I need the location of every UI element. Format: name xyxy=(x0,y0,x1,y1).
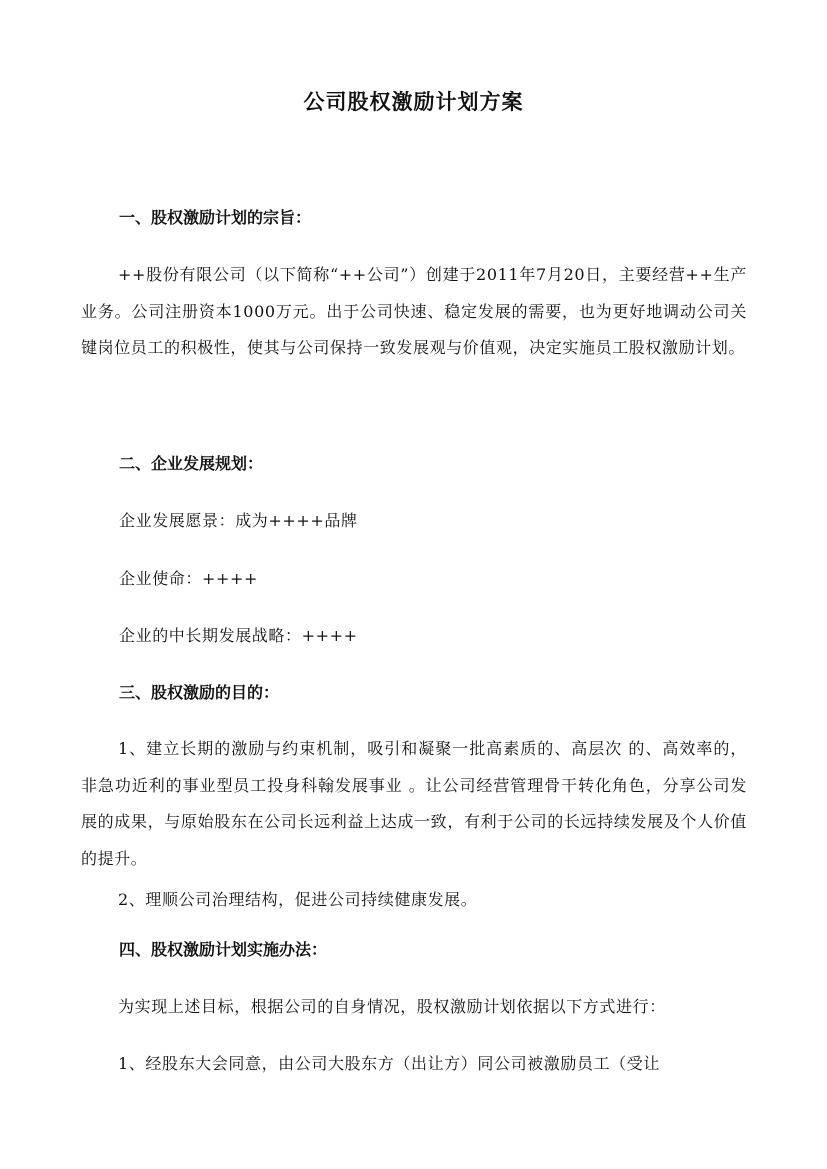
paragraph-implementation-intro: 为实现上述目标，根据公司的自身情况，股权激励计划依据以下方式进行： xyxy=(118,997,666,1016)
section-heading-development-plan: 二、企业发展规划： xyxy=(119,454,264,473)
line-vision: 企业发展愿景：成为++++品牌 xyxy=(119,511,358,530)
line-mission: 企业使命：++++ xyxy=(119,569,259,588)
paragraph-company-intro: ++股份有限公司（以下简称“++公司”）创建于2011年7月20日，主要经营++生产业务。公司注册资本1000万元。出于公司快速、稳定发展的需要，也为更好地调动公司关键岗位员工的积极性，使其与公司保持一致发展观与价值观，决定实施员工股权激励计划。 xyxy=(81,265,747,358)
paragraph-goal-1: 1、建立长期的激励与约束机制，吸引和凝聚一批高素质的、高层次 的、高效率的，非急功近利的事业型员工投身科翰发展事业 。让公司经营管理骨干转化角色，分享公司发展的成果，与原始股东在公司长远利益上达成一致，有利于公司的长远持续发展及个人价值的提升。 xyxy=(81,739,747,869)
document-title: 公司股权激励计划方案 xyxy=(303,90,524,114)
section-heading-incentive-goals: 三、股权激励的目的： xyxy=(119,683,280,702)
section-heading-purpose: 一、股权激励计划的宗旨： xyxy=(119,208,312,227)
line-strategy: 企业的中长期发展战略：++++ xyxy=(119,626,358,645)
page-bottom-clip xyxy=(81,1046,747,1084)
paragraph-implementation-1: 1、经股东大会同意，由公司大股东方（出让方）同公司被激励员工（受让 xyxy=(118,1054,660,1073)
section-heading-implementation: 四、股权激励计划实施办法： xyxy=(119,940,328,959)
paragraph-goal-2: 2、理顺公司治理结构，促进公司持续健康发展。 xyxy=(118,890,478,909)
